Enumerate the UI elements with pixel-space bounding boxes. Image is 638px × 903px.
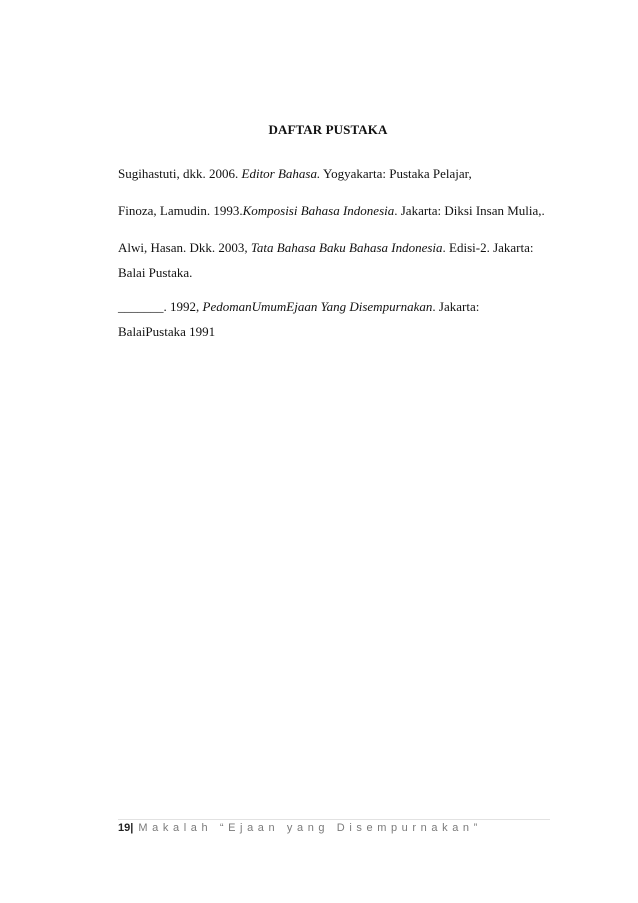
reference-publisher: . Edisi-2. Jakarta:: [442, 240, 534, 255]
reference-author-year: _______. 1992,: [118, 299, 203, 314]
reference-item: [118, 202, 568, 219]
footer-separator: |: [130, 822, 134, 834]
reference-continuation: BalaiPustaka 1991: [118, 324, 216, 339]
reference-publisher: . Jakarta: Diksi Insan Mulia,.: [394, 203, 545, 218]
reference-continuation: Balai Pustaka.: [118, 265, 193, 280]
footer-divider: [118, 819, 550, 820]
page-number: 19: [118, 822, 131, 834]
reference-publisher: Yogyakarta: Pustaka Pelajar,: [320, 166, 472, 181]
running-title: Makalah “Ejaan yang Disempurnakan”: [138, 822, 482, 834]
reference-author-year: Alwi, Hasan. Dkk. 2003,: [118, 240, 251, 255]
page-title: DAFTAR PUSTAKA: [268, 122, 388, 137]
reference-author-year: Finoza, Lamudin. 1993.: [118, 203, 243, 218]
reference-book-title: PedomanUmumEjaan Yang Disempurnakan: [202, 299, 433, 314]
page-footer: [118, 822, 482, 834]
reference-author-year: Sugihastuti, dkk. 2006.: [118, 166, 242, 181]
reference-book-title: Tata Bahasa Baku Bahasa Indonesia: [250, 240, 443, 255]
reference-item: [118, 165, 568, 182]
reference-item: [118, 239, 568, 281]
reference-line: [118, 202, 568, 219]
reference-line: [118, 165, 568, 182]
reference-list: [118, 165, 568, 360]
reference-item: [118, 298, 568, 340]
reference-line: [118, 298, 568, 315]
reference-publisher: . Jakarta:: [432, 299, 480, 314]
reference-book-title: Komposisi Bahasa Indonesia: [242, 203, 395, 218]
reference-book-title: Editor Bahasa.: [241, 166, 321, 181]
reference-line: [118, 239, 568, 256]
